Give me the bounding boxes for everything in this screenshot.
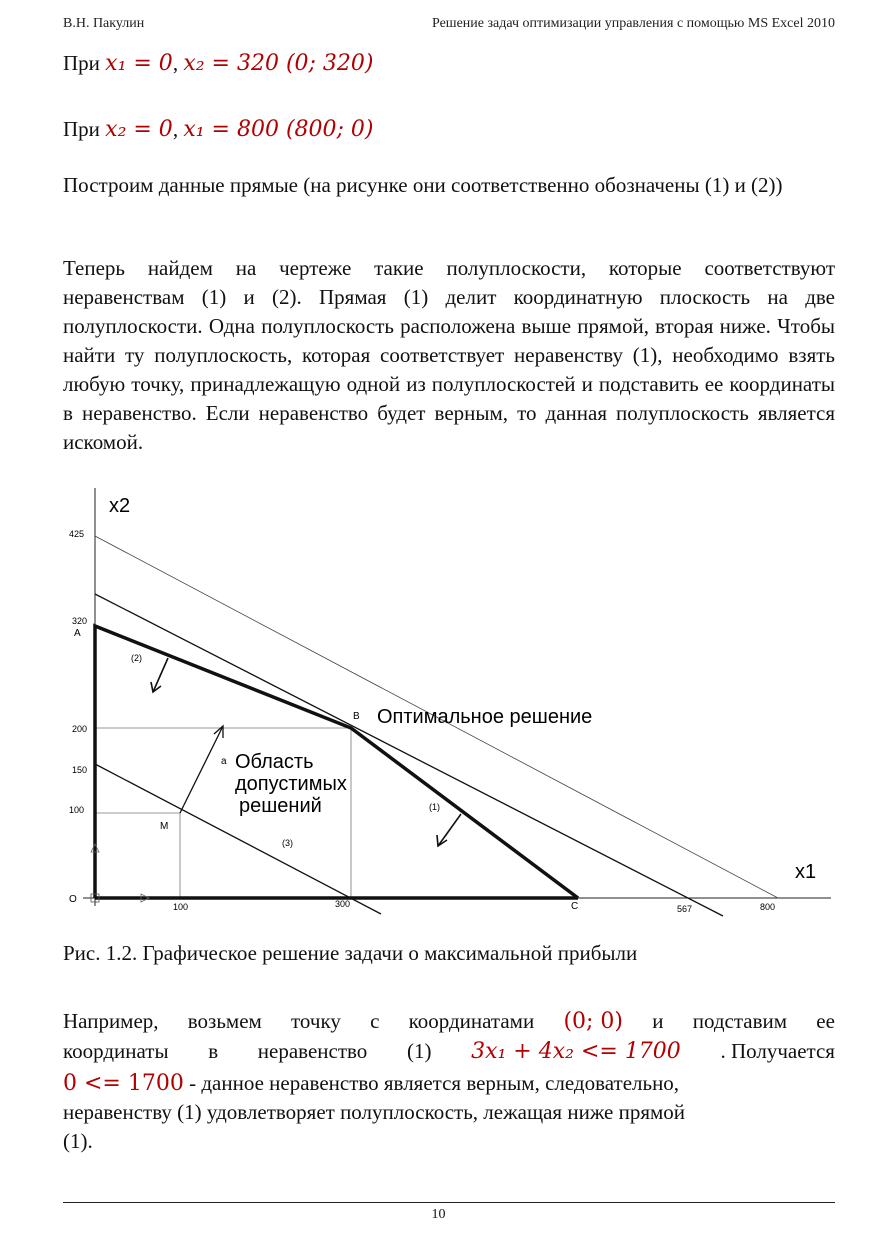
axis-x-label: x1	[795, 861, 817, 883]
word: координаты	[63, 1039, 169, 1063]
point-c: C	[571, 901, 579, 912]
y-tick-100: 100	[69, 805, 85, 815]
condition-line-1	[63, 49, 835, 78]
word: и	[652, 1009, 664, 1033]
example-paragraph	[63, 1007, 835, 1156]
word: точку	[291, 1009, 341, 1033]
word: с	[370, 1009, 380, 1033]
point-o: O	[69, 894, 77, 905]
point-m: M	[160, 821, 169, 832]
region-label-line-3: решений	[239, 795, 322, 817]
axis-y-label: x2	[109, 495, 131, 517]
word: возьмем	[187, 1009, 262, 1033]
vector-a	[180, 726, 223, 813]
graphical-solution-figure	[63, 486, 838, 920]
line1-math-a: x₁ = 0	[105, 51, 173, 76]
line1-prefix: При	[63, 51, 100, 75]
word: (1)	[406, 1039, 432, 1063]
coordinates-math: (0; 0)	[563, 1009, 624, 1034]
header-author: В.Н. Пакулин	[63, 16, 145, 31]
region-label-line-2: допустимых	[235, 773, 347, 795]
feasible-region-boundary	[95, 626, 578, 898]
arrow-1	[438, 814, 461, 846]
point-b: B	[353, 711, 360, 722]
y-tick-200: 200	[72, 724, 88, 734]
y-tick-320: 320	[72, 616, 88, 626]
x-tick-100: 100	[173, 902, 189, 912]
inequality-math: 3x₁ + 4x₂ <= 1700	[471, 1039, 681, 1064]
vector-a-label: a	[221, 756, 227, 767]
example-line-3-text: - данное неравенство является верным, следовательно,	[189, 1071, 680, 1095]
word: координатами	[408, 1009, 535, 1033]
line1-comma: ,	[172, 51, 179, 75]
x-tick-300: 300	[335, 899, 351, 909]
word: ее	[816, 1009, 835, 1033]
example-line-5: (1).	[63, 1129, 93, 1153]
point-a: A	[74, 628, 81, 639]
example-line-2	[63, 1037, 835, 1069]
word: в	[208, 1039, 219, 1063]
paragraph-lines: Построим данные прямые (на рисунке они соответственно обозначены (1) и (2))	[63, 173, 783, 197]
footer-divider	[63, 1202, 835, 1203]
line-label-2: (2)	[131, 653, 142, 663]
paragraph-halfplanes: Теперь найдем на чертеже такие полуплоскости, которые соответствуют неравенствам (1) и (2). Прямая (1) делит координатную плоскость на две полуплоскости. Одна полуплоскость расположена выше прямой, вторая ниже. Чтобы найти ту полуплоскость, которая соответствует неравенству (1), необходимо взять любую точку, принадлежащую одной из полуплоскостей и подставить ее координаты в неравенство. Если неравенство будет верным, то данная полуплоскость является искомой.	[63, 256, 835, 454]
header-title: Решение задач оптимизации управления с помощью MS Excel 2010	[431, 16, 835, 31]
example-line-1	[63, 1007, 835, 1037]
word: . Получается	[720, 1039, 835, 1063]
line1-math-b: x₂ = 320 (0; 320)	[183, 51, 374, 76]
line-label-1: (1)	[429, 802, 440, 812]
check-math: 0 <= 1700	[63, 1071, 184, 1096]
line-label-3: (3)	[282, 838, 293, 848]
page-number: 10	[431, 1207, 446, 1222]
line-through-b	[95, 594, 723, 916]
figure-caption: Рис. 1.2. Графическое решение задачи о максимальной прибыли	[63, 941, 638, 965]
word: Например,	[63, 1009, 159, 1033]
optimal-solution-label: Оптимальное решение	[377, 706, 593, 728]
word: неравенство	[257, 1039, 368, 1063]
line2-math-b: x₁ = 800 (800; 0)	[183, 117, 374, 142]
line2-comma: ,	[172, 117, 179, 141]
word: подставим	[692, 1009, 788, 1033]
line2-prefix: При	[63, 117, 100, 141]
x-tick-800: 800	[760, 902, 776, 912]
y-tick-425: 425	[69, 529, 85, 539]
region-label-line-1: Область	[235, 751, 314, 773]
line2-math-a: x₂ = 0	[105, 117, 173, 142]
example-line-3	[63, 1069, 835, 1098]
y-tick-150: 150	[72, 765, 88, 775]
condition-line-2	[63, 115, 835, 144]
example-line-4: неравенству (1) удовлетворяет полуплоскость, лежащая ниже прямой	[63, 1100, 686, 1124]
x-tick-567: 567	[677, 904, 693, 914]
